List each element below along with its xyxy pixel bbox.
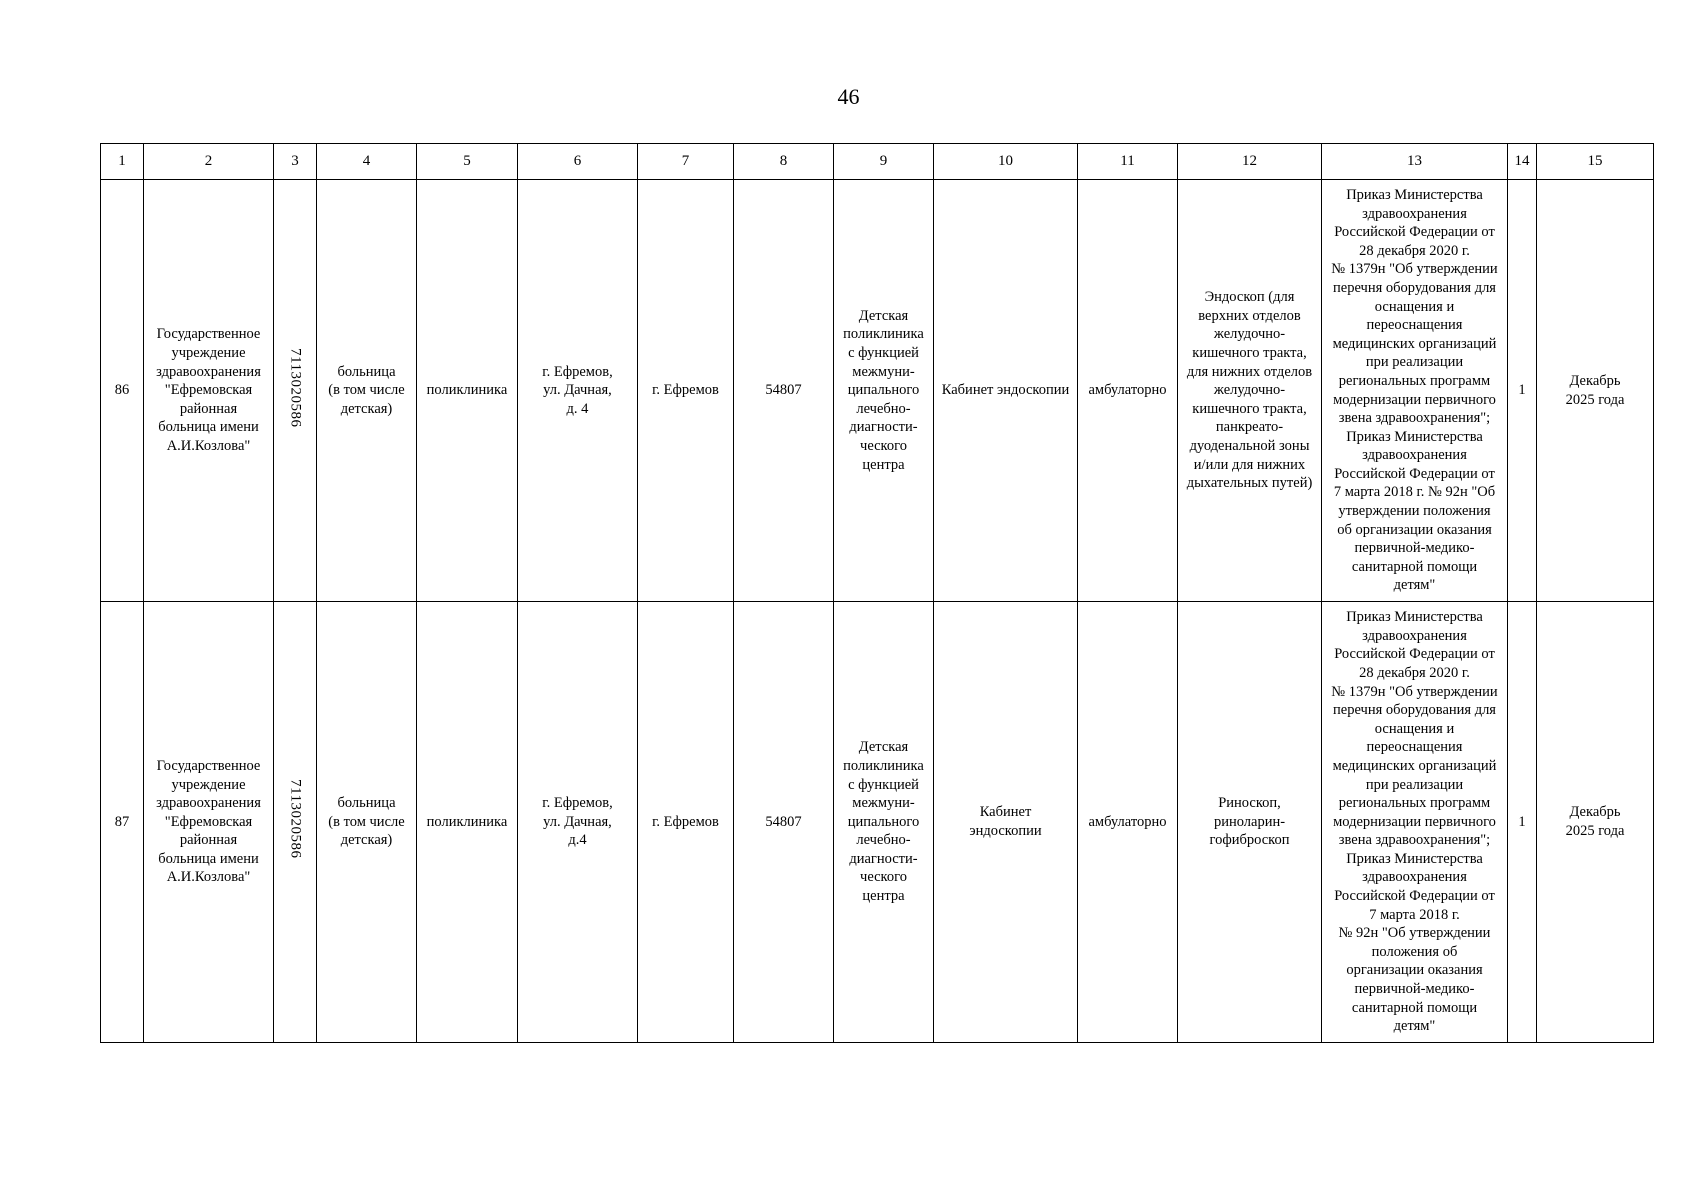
code-cell <box>274 602 317 1043</box>
equipment-cell: Эндоскоп (для верхних отделов желудочно- кишечного тракта, для нижних отделов желудочно- кишечного тракта, панкреато- дуоденальной зоны и/или для нижних дыхательных путей) <box>1178 180 1322 602</box>
basis-cell: Приказ Министерства здравоохранения Российской Федерации от 28 декабря 2020 г. № 1379н "Об утверждении перечня оборудования для оснащения и переоснащения медицинских организаций при реализации региональных программ модернизации первичного звена здравоохранения"; Приказ Министерства здравоохранения Российской Федерации от 7 марта 2018 г. № 92н "Об утверждении положения об организации оказания первичной-медико- санитарной помощи детям" <box>1322 602 1508 1043</box>
code-text: 7113020586 <box>287 347 304 428</box>
type-cell: больница (в том числе детская) <box>317 180 417 602</box>
address-cell: г. Ефремов, ул. Дачная, д.4 <box>518 602 638 1043</box>
conditions-cell: амбулаторно <box>1078 602 1178 1043</box>
term-cell: Декабрь 2025 года <box>1537 602 1654 1043</box>
row-number-cell: 86 <box>101 180 144 602</box>
code-cell <box>274 180 317 602</box>
unit-cell: Детская поликлиника с функцией межмуни- ципального лечебно- диагности- ческого центра <box>834 180 934 602</box>
population-cell: 54807 <box>734 180 834 602</box>
column-header: 3 <box>274 144 317 180</box>
column-header: 5 <box>417 144 518 180</box>
column-header: 14 <box>1508 144 1537 180</box>
conditions-cell: амбулаторно <box>1078 180 1178 602</box>
equipment-register-table <box>100 143 1654 1043</box>
column-header: 4 <box>317 144 417 180</box>
column-header: 11 <box>1078 144 1178 180</box>
column-header: 1 <box>101 144 144 180</box>
table-row <box>101 180 1654 602</box>
column-header: 10 <box>934 144 1078 180</box>
population-cell: 54807 <box>734 602 834 1043</box>
institution-cell: Государственное учреждение здравоохранения "Ефремовская районная больница имени А.И.Козлова" <box>144 602 274 1043</box>
subdivision-cell: поликлиника <box>417 180 518 602</box>
type-cell: больница (в том числе детская) <box>317 602 417 1043</box>
basis-cell: Приказ Министерства здравоохранения Российской Федерации от 28 декабря 2020 г. № 1379н "Об утверждении перечня оборудования для оснащения и переоснащения медицинских организаций при реализации региональных программ модернизации первичного звена здравоохранения"; Приказ Министерства здравоохранения Российской Федерации от 7 марта 2018 г. № 92н "Об утверждении положения об организации оказания первичной-медико- санитарной помощи детям" <box>1322 180 1508 602</box>
quantity-cell: 1 <box>1508 602 1537 1043</box>
column-header: 12 <box>1178 144 1322 180</box>
code-text: 7113020586 <box>287 779 304 859</box>
row-number-cell: 87 <box>101 602 144 1043</box>
column-header: 9 <box>834 144 934 180</box>
institution-cell: Государственное учреждение здравоохранения "Ефремовская районная больница имени А.И.Козлова" <box>144 180 274 602</box>
column-header: 7 <box>638 144 734 180</box>
table-row <box>101 602 1654 1043</box>
column-header: 8 <box>734 144 834 180</box>
settlement-cell: г. Ефремов <box>638 180 734 602</box>
column-number-row <box>101 144 1654 180</box>
subdivision-cell: поликлиника <box>417 602 518 1043</box>
quantity-cell: 1 <box>1508 180 1537 602</box>
settlement-cell: г. Ефремов <box>638 602 734 1043</box>
unit-cell: Детская поликлиника с функцией межмуни- ципального лечебно- диагности- ческого центра <box>834 602 934 1043</box>
room-cell: Кабинет эндоскопии <box>934 602 1078 1043</box>
column-header: 15 <box>1537 144 1654 180</box>
column-header: 2 <box>144 144 274 180</box>
page-number: 46 <box>837 84 860 109</box>
address-cell: г. Ефремов, ул. Дачная, д. 4 <box>518 180 638 602</box>
room-cell: Кабинет эндоскопии <box>934 180 1078 602</box>
term-cell: Декабрь 2025 года <box>1537 180 1654 602</box>
equipment-cell: Риноскоп, риноларин- гофиброскоп <box>1178 602 1322 1043</box>
column-header: 6 <box>518 144 638 180</box>
column-header: 13 <box>1322 144 1508 180</box>
